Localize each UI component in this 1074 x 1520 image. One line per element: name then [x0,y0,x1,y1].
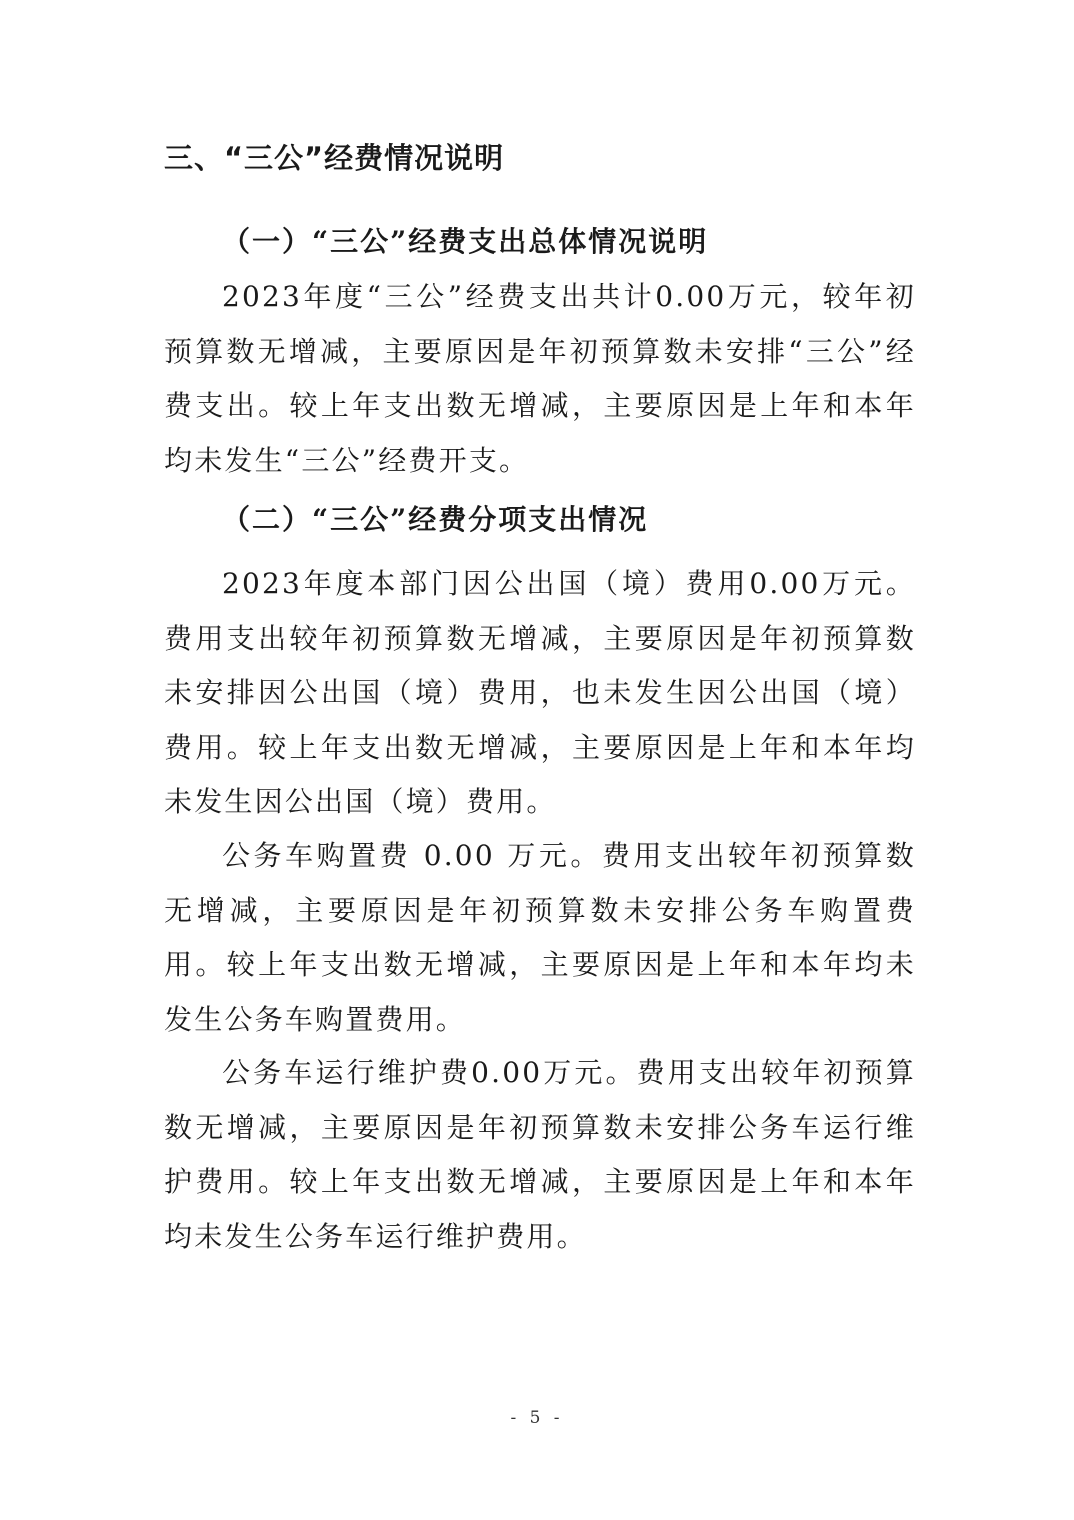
subsection-title-itemized: （二）“三公”经费分项支出情况 [222,503,649,536]
paragraph-overseas-travel: 2023年度本部门因公出国（境）费用0.00万元。费用支出较年初预算数无增减，主要原因是年初预算数未安排因公出国（境）费用，也未发生因公出国（境）费用。较上年支出数无增减，主要原因是上年和本年均未发生因公出国（境）费用。 [164,567,916,819]
subsection-title-overall: （一）“三公”经费支出总体情况说明 [222,225,709,258]
paragraph-vehicle-purchase: 公务车购置费 0.00 万元。费用支出较年初预算数无增减，主要原因是年初预算数未安排公务车购置费用。较上年支出数无增减，主要原因是上年和本年均未发生公务车购置费用。 [164,839,916,1036]
paragraph-overall-expenses: 2023年度“三公”经费支出共计0.00万元，较年初预算数无增减，主要原因是年初预算数未安排“三公”经费支出。较上年支出数无增减，主要原因是上年和本年均未发生“三公”经费开支。 [164,280,916,477]
section-heading-three-public-expenses: 三、“三公”经费情况说明 [164,141,505,175]
page-number: - 5 - [510,1408,564,1428]
paragraph-vehicle-maintenance: 公务车运行维护费0.00万元。费用支出较年初预算数无增减，主要原因是年初预算数未安排公务车运行维护费用。较上年支出数无增减，主要原因是上年和本年均未发生公务车运行维护费用。 [164,1056,916,1253]
